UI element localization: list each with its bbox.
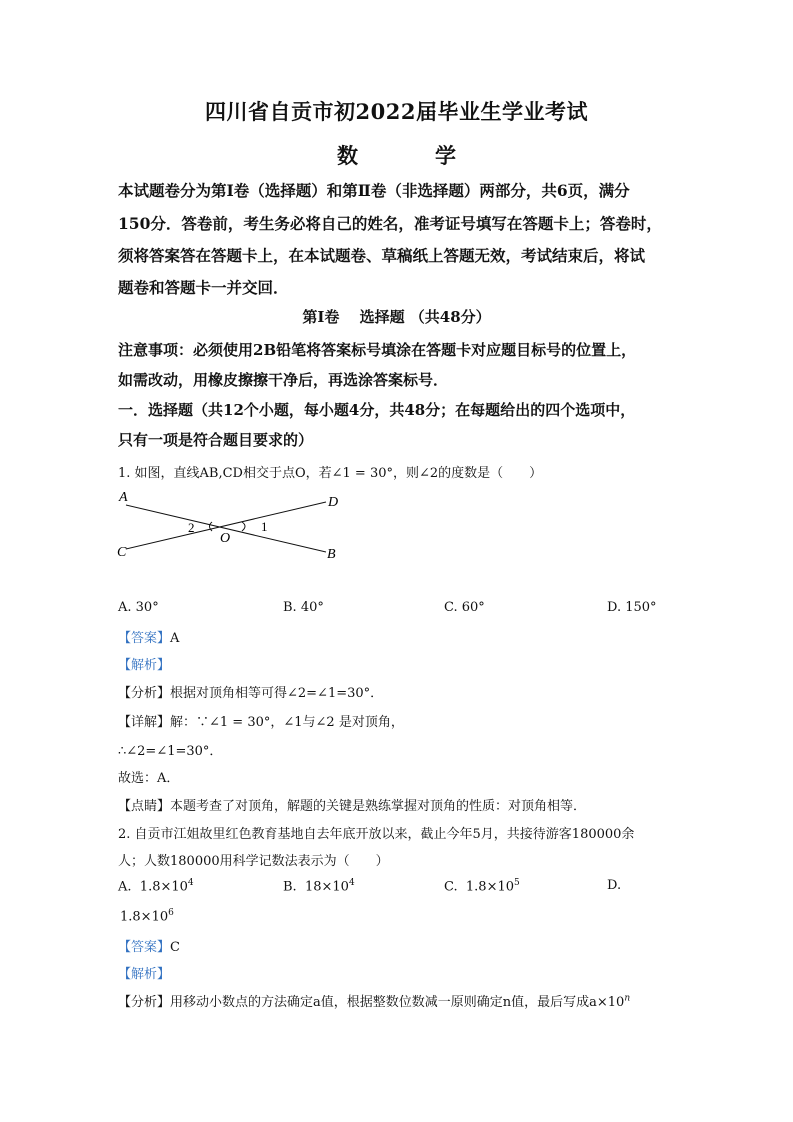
q2-answer-value: C — [170, 940, 180, 955]
part1-title: 第Ⅰ卷 选择题 （共48分） — [302, 308, 491, 326]
q1-fenxi: 【分析】根据对顶角相等可得∠2=∠1=30°． — [118, 686, 384, 701]
q1-dianjing: 【点睛】本题考查了对顶角，解题的关键是熟练掌握对顶角的性质：对顶角相等． — [118, 799, 587, 814]
answer-value: A — [170, 631, 180, 646]
q2-option-b-exp: 4 — [348, 878, 355, 888]
q2-option-c-exp: 5 — [514, 878, 520, 888]
q2-stem-line-1: 2. 自贡市江姐故里红色教育基地自去年底开放以来，截止今年5月，共接待游客180000余 — [118, 827, 635, 842]
notice-line-1: 注意事项：必须使用2B铅笔将答案标号填涂在答题卡对应题目标号的位置上， — [118, 341, 637, 359]
q2-option-d-exp: 6 — [168, 908, 174, 918]
section-heading-line-1: 一．选择题（共12个小题，每小题4分，共48分；在每题给出的四个选项中， — [118, 401, 636, 419]
q2-option-a — [118, 878, 194, 894]
q2-fenxi-exp: n — [624, 993, 631, 1004]
q2-answer-tag: 【答案】 — [118, 940, 171, 955]
q2-option-a-value: 1.8×10 — [139, 879, 188, 895]
q1-option-b: B. 40° — [283, 600, 324, 615]
notice-line-2: 如需改动，用橡皮擦擦干净后，再选涂答案标号． — [118, 371, 449, 389]
figure-label-b: B — [327, 547, 336, 562]
q2-option-a-exp: 4 — [187, 878, 194, 888]
intro-line-2: 150分．答卷前，考生务必将自己的姓名，准考证号填写在答题卡上；答卷时， — [118, 214, 662, 233]
q1-answer — [118, 627, 179, 646]
q2-option-d-value-text: 1.8×10 — [120, 909, 169, 925]
q2-option-c-value: 1.8×10 — [465, 879, 514, 895]
q2-fenxi-text: 【分析】用移动小数点的方法确定a值，根据整数位数减一原则确定n值，最后写成a×10 — [118, 995, 625, 1010]
q1-therefore: ∴∠2=∠1=30°． — [118, 744, 223, 759]
q2-answer — [118, 936, 180, 955]
intro-line-1: 本试题卷分为第Ⅰ卷（选择题）和第Ⅱ卷（非选择题）两部分，共6页，满分 — [118, 181, 630, 200]
q2-option-d-value — [120, 908, 174, 924]
figure-label-d: D — [328, 495, 339, 510]
q2-stem-line-2: 人；人数180000用科学记数法表示为（ ） — [118, 854, 389, 869]
figure-label-a: A — [119, 490, 128, 505]
q1-stem: 1. 如图，直线AB,CD相交于点O，若∠1 = 30°，则∠2的度数是（ ） — [118, 466, 543, 481]
exam-title: 四川省自贡市初2022届毕业生学业考试 — [205, 99, 588, 124]
q1-choose: 故选：A． — [118, 771, 180, 786]
q2-fenxi — [118, 991, 630, 1010]
q1-figure — [112, 486, 352, 566]
figure-label-2: 2 — [188, 520, 195, 535]
q2-option-d-letter: D. — [607, 878, 622, 893]
q2-option-b-value: 18×10 — [304, 879, 349, 895]
q2-option-b — [283, 878, 355, 894]
q1-xiangjie: 【详解】解：∵∠1 = 30°，∠1与∠2 是对顶角， — [118, 715, 404, 730]
q2-option-b-letter: B. — [283, 879, 297, 895]
q1-analysis-tag: 【解析】 — [118, 658, 171, 673]
q2-option-d — [607, 878, 621, 893]
q2-option-c — [444, 878, 520, 894]
intro-line-4: 题卷和答题卡一并交回． — [118, 278, 289, 297]
q1-option-c: C. 60° — [444, 600, 485, 615]
q2-option-c-letter: C. — [444, 879, 458, 895]
figure-label-o: O — [220, 531, 231, 546]
intro-line-3: 须将答案答在答题卡上，在本试题卷、草稿纸上答题无效，考试结束后，将试 — [118, 246, 646, 265]
q1-option-a: A. 30° — [118, 600, 159, 615]
subject-title: 数 学 — [337, 143, 484, 168]
answer-tag: 【答案】 — [118, 631, 171, 646]
figure-label-c: C — [117, 545, 127, 560]
figure-label-1: 1 — [261, 519, 268, 534]
section-heading-line-2: 只有一项是符合题目要求的） — [118, 431, 314, 449]
q2-analysis-tag: 【解析】 — [118, 967, 171, 982]
q2-option-a-letter: A. — [118, 879, 132, 895]
q1-option-d: D. 150° — [607, 600, 657, 615]
